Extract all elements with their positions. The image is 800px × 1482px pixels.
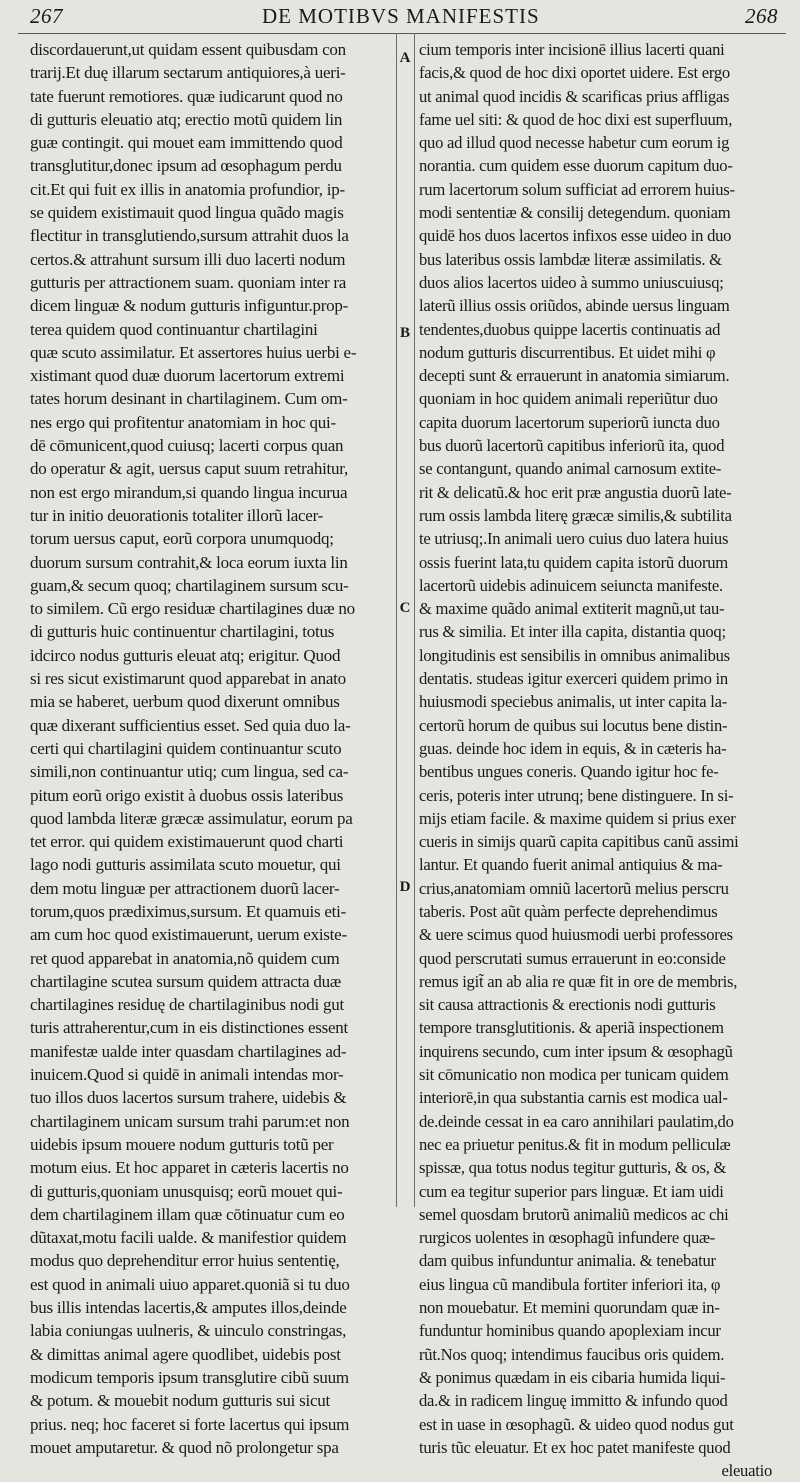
text-line: da.& in radicem linguę immitto & infundo quod (419, 1391, 728, 1411)
text-line: di gutturis,quoniam unusquisq; eorũ mouet qui- (30, 1181, 343, 1201)
text-line: certos.& attrahunt sursum illi duo lacerti nodum (30, 249, 346, 269)
text-line: de.deinde cessat in ea caro annihilari paulatim,do (419, 1111, 734, 1131)
margin-marker-d: D (399, 879, 411, 895)
text-line: se contangunt, quando animal carnosum extite- (419, 459, 722, 479)
text-line: tuo illos duos lacertos sursum trahere, uidebis & (30, 1088, 347, 1108)
text-line: inquirens secundo, cum inter ipsum & œsophagũ (419, 1041, 733, 1061)
text-line: labia coniungas uulneris, & uinculo constringas, (30, 1321, 347, 1341)
text-line: crius,anatomiam omniũ lacertorũ melius perscru (419, 878, 729, 898)
text-line: se quidem existimauit quod lingua quãdo magis (30, 203, 344, 223)
text-line: ossis fuerint lata,tu quidem capita istorũ duorum (419, 552, 728, 572)
text-line: certorũ horum de quibus sui locutus bene distin- (419, 715, 728, 735)
text-line: fame uel siti: & quod de hoc dixi est superfluum, (419, 109, 733, 129)
text-line: dicem linguæ & nodum gutturis infiguntur.prop- (30, 296, 349, 316)
page-number-left: 267 (30, 4, 63, 28)
text-line: & potum. & mouebit nodum gutturis sui sicut (30, 1391, 330, 1411)
text-line: lago nodi gutturis assimilata scuto mouetur, qui (30, 855, 341, 875)
text-line: laterũ illius ossis oriũdos, abinde uersus linguam (419, 296, 730, 316)
text-line: si res sicut existimarunt quod apparebat in anato (30, 669, 346, 689)
text-line: nes ergo qui profitentur anatomiam in hoc qui- (30, 412, 336, 432)
text-line: chartilaginem unicam sursum trahi parum:et non (30, 1111, 350, 1131)
text-line: simili,non continuantur utiq; cum lingua, sed ca- (30, 762, 349, 782)
text-line: duorum sursum contrahit,& loca eorum iuxta lin (30, 552, 348, 572)
text-line: eius lingua cũ mandibula fortiter inferiori ita, φ (419, 1274, 721, 1294)
text-line: torum,quos prædiximus,sursum. Et quamuis eti- (30, 901, 346, 921)
text-line: dentatis. studeas igitur exerceri quidem primo in (419, 669, 728, 689)
text-line: cit.Et qui fuit ex illis in anatomia profundior, ip- (30, 179, 345, 199)
text-line: spissæ, qua totus nodus tegitur gutturis, & os, & (419, 1158, 727, 1178)
text-line: manifestæ ualde inter quasdam chartilagines ad- (30, 1041, 347, 1061)
text-line: di gutturis huic continuentur chartilagini, totus (30, 622, 335, 642)
text-line: quidē hos duos lacertos infixos esse uideo in duo (419, 226, 732, 246)
text-line: xistimant quod duæ duorum lacertorum extremi (30, 366, 345, 386)
text-line: & dimittas animal agere quodlibet, uidebis post (30, 1344, 341, 1364)
text-line: quoniam in hoc quidem animali reperiũtur duo (419, 389, 718, 409)
text-line: eleuatio (721, 1461, 772, 1481)
margin-marker-c: C (399, 600, 411, 616)
text-line: est quod in animali uiuo apparet.quoniã si tu duo (30, 1274, 350, 1294)
text-line: turis tũc eleuatur. Et ex hoc patet manifeste quod (419, 1437, 731, 1457)
text-line: ut animal quod incidis & scarificas prius affligas (419, 86, 730, 106)
text-line: mia se haberet, uerbum quod dixerunt omnibus (30, 692, 340, 712)
text-line: cueris in simijs quarũ capita capitibus canũ assimi (419, 832, 739, 852)
page-number-right: 268 (745, 4, 778, 28)
text-line: inuicem.Quod si quidē in animali intendas mor- (30, 1065, 344, 1085)
text-line: to similem. Cũ ergo residuæ chartilagines duæ no (30, 599, 355, 619)
text-line: duos alios lacertos uideo à summo uniuscuiusq; (419, 272, 724, 292)
text-line: prius. neq; hoc faceret si forte lacertus qui ipsum (30, 1414, 350, 1434)
text-line: & ponimus quædam in eis cibaria humida liqui- (419, 1367, 726, 1387)
text-line: dē cōmunicent,quod cuiusq; lacerti corpus quan (30, 436, 344, 456)
text-line: motum eius. Et hoc apparet in cæteris lacertis no (30, 1158, 349, 1178)
text-line: uidebis ipsum mouere nodum gutturis totũ per (30, 1134, 334, 1154)
text-line: quæ dixerant sufficientius esset. Sed quia duo la- (30, 715, 351, 735)
text-line: guas. deinde hoc idem in equis, & in cæteris ha- (419, 738, 727, 758)
text-line: non est ergo mirandum,si quando lingua incurua (30, 482, 348, 502)
text-line: mouet amputaretur. & quod nõ prolongetur spa (30, 1437, 339, 1457)
text-line: tur in initio deuorationis totaliter illorũ lacer- (30, 505, 324, 525)
text-line: dam quibus infunduntur animalia. & tenebatur (419, 1251, 716, 1271)
header-rule (18, 33, 786, 34)
text-line: quæ scuto assimilatur. Et assertores huius uerbi e- (30, 342, 357, 362)
text-line: te utriusq;.In animali uero cuius duo latera huius (419, 529, 729, 549)
text-line: sit cōmunicatio non modica per tunicam quidem (419, 1065, 729, 1085)
text-line: sit causa attractionis & erectionis nodi gutturis (419, 995, 716, 1015)
text-line: di gutturis eleuatio atq; erectio motũ quidem lin (30, 109, 343, 129)
text-line: tendentes,duobus quippe lacertis continuatis ad (419, 319, 721, 339)
text-line: dem motu linguæ per attractionem duorũ lacer- (30, 878, 340, 898)
text-line: rus & similia. Et inter illa capita, distantia quoq; (419, 622, 726, 642)
text-line: guæ contingit. qui mouet eam immittendo quod (30, 133, 343, 153)
text-line: dũtaxat,motu facili ualde. & manifestior quidem (30, 1228, 347, 1248)
text-line: norantia. cum quidem esse duorum capitum duo- (419, 156, 733, 176)
text-line: semel quosdam brutorũ animaliũ medicos ac chi (419, 1204, 729, 1224)
text-line: rurgicos uolentes in œsophagũ infundere quæ- (419, 1228, 716, 1248)
text-line: nodum gutturis discurrentibus. Et uidet mihi φ (419, 342, 716, 362)
text-line: funduntur hominibus quando apoplexiam incur (419, 1321, 721, 1341)
right-text-column (419, 38, 778, 1482)
left-text-column (30, 38, 394, 1459)
text-line: cum ea tegitur superior pars linguæ. Et iam uidi (419, 1181, 724, 1201)
text-line: rum lacertorum solum sufficiat ad errorem huius- (419, 179, 735, 199)
text-line: nec ea priuetur penitus.& fit in modum pelliculæ (419, 1134, 731, 1154)
text-line: taberis. Post aũt quàm perfecte deprehendimus (419, 901, 718, 921)
text-line: interiorē,in qua substantia carnis est modica ual- (419, 1088, 728, 1108)
text-line: chartilagines residuę de chartilaginibus nodi gut (30, 995, 344, 1015)
text-line: ceris, poteris inter utrunq; bene distinguere. In si- (419, 785, 734, 805)
text-line: terea quidem quod continuantur chartilagini (30, 319, 318, 339)
text-line: pitum eorũ origo existit à duobus ossis lateribus (30, 785, 344, 805)
text-line: transglutitur,donec ipsum ad œsophagum perdu (30, 156, 342, 176)
text-line: facis,& quod de hoc dixi oportet uidere. Est ergo (419, 63, 730, 83)
column-divider-left (396, 33, 397, 1207)
text-line: bus duorũ lacertorũ capitibus inferiorũ ita, quod (419, 436, 725, 456)
text-line: rit & delicatũ.& hoc erit præ angustia duorũ late- (419, 482, 732, 502)
text-line: tet error. qui quidem existimauerunt quod charti (30, 832, 344, 852)
text-line: discordauerunt,ut quidam essent quibusdam con (30, 40, 346, 59)
text-line: modus quo deprehenditur error huius sententię, (30, 1251, 340, 1271)
text-line: longitudinis est sensibilis in omnibus animalibus (419, 645, 730, 665)
column-divider-right (414, 33, 415, 1207)
text-line: tate fuerunt remotiores. quæ iudicarunt quod no (30, 86, 343, 106)
margin-marker-b: B (399, 325, 410, 341)
text-line: trarij.Et duę illarum sectarum antiquiores,à ueri- (30, 63, 346, 83)
text-line: dem chartilaginem illam quæ cōtinuatur cum eo (30, 1204, 345, 1224)
text-line: quod perscrutati sumus errauerunt in eo:conside (419, 948, 726, 968)
text-line: gutturis per attractionem suam. quoniam inter ra (30, 272, 347, 292)
text-line: idcirco nodus gutturis eleuat atq; erigitur. Quod (30, 645, 341, 665)
text-line: & maxime quãdo animal extiterit magnũ,ut tau- (419, 599, 725, 619)
text-line: certi qui chartilagini quidem continuantur scuto (30, 738, 342, 758)
text-line: bus lateribus ossis lambdæ literæ assimilatis. & (419, 249, 722, 269)
text-line: rũt.Nos quoq; intendimus faucibus oris quidem. (419, 1344, 725, 1364)
text-line: chartilagine scutea sursum quidem attracta duæ (30, 971, 341, 991)
text-line: est in uase in œsophagũ. & uideo quod nodus gut (419, 1414, 734, 1434)
text-line: cium temporis inter incisionē illius lacerti quani (419, 40, 725, 59)
text-line: remus igit̃ an ab alia re quæ fit in ore de membris, (419, 971, 738, 991)
text-line: modi sententiæ & consilij detegendum. quoniam (419, 203, 731, 223)
text-line: decepti sunt & errauerunt in anatomia simiarum. (419, 366, 730, 386)
text-line: mijs etiam facile. & maxime quidem si prius exer (419, 808, 736, 828)
running-title: DE MOTIBVS MANIFESTIS (262, 4, 540, 28)
text-line: huiusmodi speciebus animalis, ut inter capita la- (419, 692, 728, 712)
text-line: rum ossis lambda literę græcæ similis,& subtilita (419, 505, 732, 525)
text-line: bentibus ungues coneris. Quando igitur hoc fe- (419, 762, 719, 782)
text-line: turis attraherentur,cum in eis distinctiones essent (30, 1018, 348, 1038)
text-line: quod lambda literæ græcæ assimulatur, eorum pa (30, 808, 353, 828)
text-line: non mouebatur. Et memini quorundam quæ in- (419, 1298, 720, 1318)
text-line: lacertorũ uidebis adinuicem seiuncta manifeste. (419, 575, 723, 595)
text-line: torum uersus caput, eorũ corpora unumquodq; (30, 529, 334, 549)
text-line: tempore transglutitionis. & aperiã inspectionem (419, 1018, 724, 1038)
text-line: quo ad illud quod necesse habetur cum eorum ig (419, 133, 730, 153)
text-line: bus illis intendas lacertis,& amputes illos,deinde (30, 1298, 347, 1318)
text-line: guam,& secum quoq; chartilaginem sursum scu- (30, 575, 349, 595)
text-line: & uere scimus quod huiusmodi uerbi professores (419, 925, 733, 945)
text-line: modicum temporis ipsum transglutire cibũ suum (30, 1367, 349, 1387)
text-line: ret quod apparebat in anatomia,nõ quidem cum (30, 948, 340, 968)
text-line: flectitur in transglutiendo,sursum attrahit duos la (30, 226, 349, 246)
text-line: lantur. Et quando fuerit animal antiquius & ma- (419, 855, 723, 875)
text-line: do operatur & agit, uersus caput suum retrahitur, (30, 459, 349, 479)
text-line: am cum hoc quod existimauerunt, uerum existe- (30, 925, 347, 945)
text-line: tates horum desinant in chartilaginem. Cum om- (30, 389, 348, 409)
margin-marker-a: A (399, 50, 411, 66)
text-line: capita duorum lacertorum superiorũ iuncta duo (419, 412, 720, 432)
